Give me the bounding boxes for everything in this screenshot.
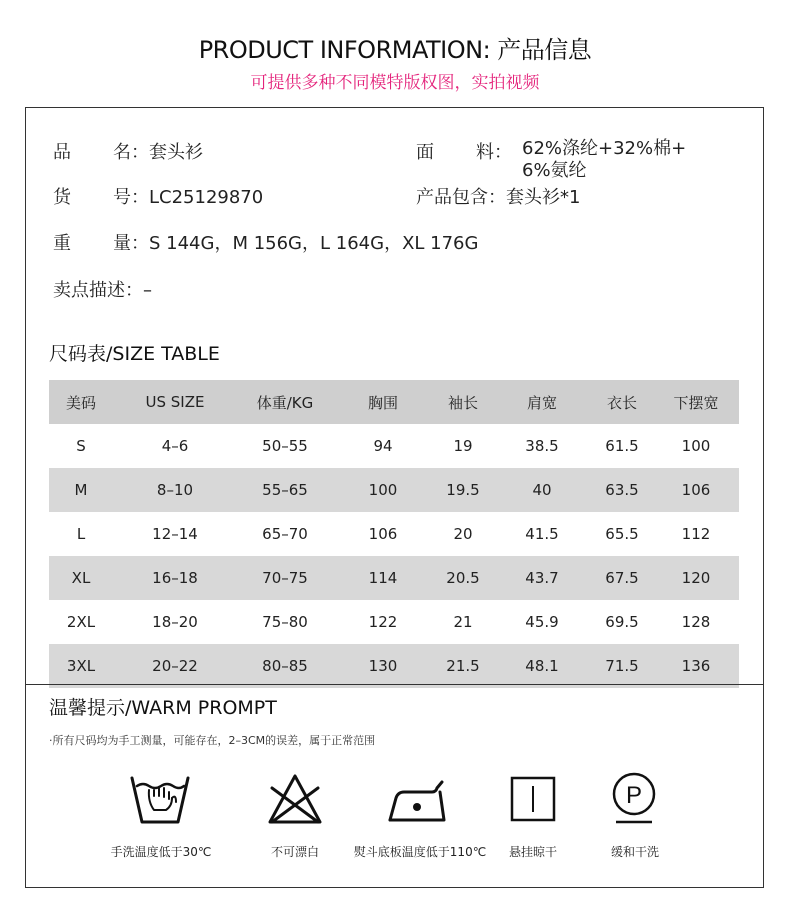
sku-label-1: 货 [53,187,71,208]
table-cell: 94 [373,437,393,455]
selling-value: – [143,280,152,301]
table-row [49,468,739,512]
table-cell: 3XL [66,657,96,675]
table-header-row [49,380,739,424]
table-cell: 80–85 [262,657,308,675]
table-cell: 130 [368,657,398,675]
table-header-cell: 肩宽 [526,393,557,412]
table-cell: 100 [368,481,398,499]
table-cell: 38.5 [525,437,559,455]
colon: ： [494,142,512,163]
table-cell: 50–55 [262,437,308,455]
fabric-value-line1: 62%涤纶+32%棉+ [522,138,687,159]
fabric-value-line2: 6%氨纶 [522,160,587,181]
table-cell: XL [71,569,91,587]
weight-label-1: 重 [53,233,71,254]
table-cell: 122 [368,613,398,631]
colon: ： [125,280,143,301]
name-value: 套头衫 [149,142,203,163]
table-cell: 45.9 [525,613,559,631]
weight-label-2: 量 [113,233,131,254]
prompt-title: 温馨提示/WARM PROMPT [49,697,277,719]
table-cell: 120 [681,569,711,587]
fabric-label-1: 面 [416,142,434,163]
table-cell: 75–80 [262,613,308,631]
care-label-no-bleach: 不可漂白 [270,845,319,859]
table-header-cell: US SIZE [145,393,205,411]
table-cell: 4–6 [161,437,189,455]
no-bleach-icon [266,772,324,826]
table-cell: 112 [681,525,711,543]
table-cell: 69.5 [605,613,639,631]
table-cell: S [76,437,86,455]
info-selling-row [53,276,152,302]
table-header-cell: 美码 [65,393,96,412]
care-label-gentle-dry-clean: 缓和干洗 [610,845,659,859]
table-cell: 21 [453,613,473,631]
care-label-hang-dry: 悬挂晾干 [508,845,557,859]
iron-icon [386,772,448,826]
table-cell: 61.5 [605,437,639,455]
info-sku-row [53,183,263,209]
table-cell: 48.1 [525,657,559,675]
table-cell: M [74,481,88,499]
table-cell: 71.5 [605,657,639,675]
table-cell: 20.5 [446,569,480,587]
table-body [49,424,739,688]
includes-value: 套头衫*1 [506,187,581,208]
sku-value: LC25129870 [149,187,264,208]
table-header-cell: 下摆宽 [673,393,719,412]
size-table [49,380,739,688]
fabric-label-2: 料 [476,142,494,163]
hang-dry-icon [508,772,558,826]
table-cell: 18–20 [152,613,198,631]
table-cell: 128 [681,613,711,631]
selling-label: 卖点描述 [53,280,125,301]
table-cell: 65–70 [262,525,308,543]
colon: ： [131,187,149,208]
hand-wash-icon [128,772,192,828]
fabric-value [522,138,686,182]
sku-label-2: 号 [113,187,131,208]
svg-text:P: P [625,782,643,809]
info-weight-row [53,229,478,255]
name-label-2: 名 [113,142,131,163]
page-title: PRODUCT INFORMATION: 产品信息 [198,36,592,64]
table-cell: 21.5 [446,657,480,675]
table-cell: 2XL [66,613,96,631]
table-cell: 100 [681,437,711,455]
section-divider [26,684,763,685]
table-cell: 136 [681,657,711,675]
table-cell: 106 [681,481,711,499]
table-cell: 65.5 [605,525,639,543]
table-header-cell: 体重/KG [256,393,314,412]
care-label-iron: 熨斗底板温度低于110℃ [353,845,487,859]
table-cell: 16–18 [152,569,198,587]
colon: ： [131,233,149,254]
table-cell: 114 [368,569,398,587]
table-cell: 63.5 [605,481,639,499]
table-cell: 19 [453,437,473,455]
table-row [49,556,739,600]
table-cell: 55–65 [262,481,308,499]
table-header-cell: 胸围 [367,393,398,412]
includes-label: 产品包含 [416,187,488,208]
table-cell: 40 [532,481,552,499]
info-name-row [53,138,203,164]
table-cell: 12–14 [152,525,198,543]
name-label-1: 品 [53,142,71,163]
weight-value: S 144G，M 156G，L 164G，XL 176G [149,233,479,254]
table-row [49,512,739,556]
table-row [49,424,739,468]
table-row [49,644,739,688]
table-header-cell: 衣长 [606,393,637,412]
prompt-note: ·所有尺码均为手工测量，可能存在，2–3CM的误差，属于正常范围 [49,734,376,747]
table-cell: L [76,525,86,543]
table-cell: 41.5 [525,525,559,543]
table-cell: 67.5 [605,569,639,587]
info-includes-row [416,183,580,209]
size-table-title: 尺码表/SIZE TABLE [49,343,220,365]
colon: ： [488,187,506,208]
table-cell: 8–10 [156,481,194,499]
table-cell: 43.7 [525,569,559,587]
table-row [49,600,739,644]
table-cell: 20 [453,525,473,543]
table-cell: 19.5 [446,481,480,499]
gentle-dry-clean-icon [610,772,660,826]
table-cell: 106 [368,525,398,543]
table-cell: 20–22 [152,657,198,675]
care-label-hand-wash: 手洗温度低于30℃ [110,845,212,859]
info-fabric-row [416,138,512,164]
colon: ： [131,142,149,163]
table-cell: 70–75 [262,569,308,587]
page-subtitle: 可提供多种不同模特版权图，实拍视频 [250,73,540,93]
table-header-cell: 袖长 [447,393,478,412]
